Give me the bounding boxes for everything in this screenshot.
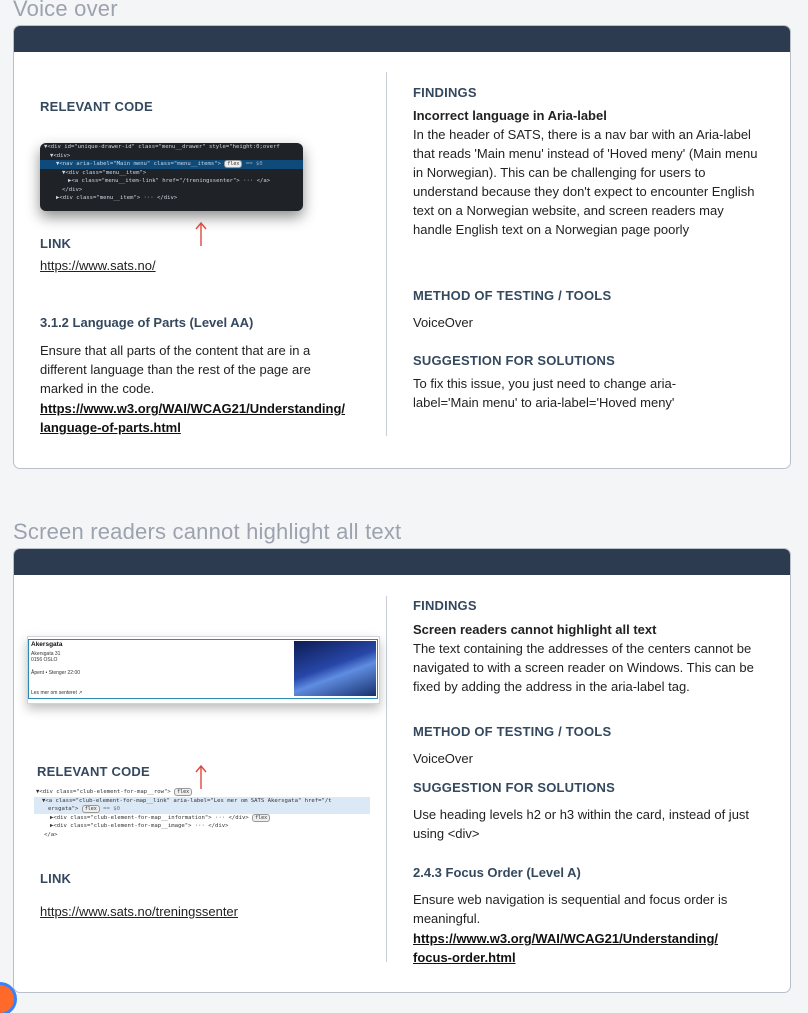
- criterion-link-line-2[interactable]: language-of-parts.html: [40, 420, 181, 435]
- finding-card-screen-readers: [13, 548, 791, 993]
- finding-description: The text containing the addresses of the centers cannot be navigated to with a screen reader on Windows. This can be fixed by adding the address in the aria-label tag.: [413, 641, 754, 694]
- suggestion-heading: SUGGESTION FOR SOLUTIONS: [413, 353, 615, 368]
- criterion-title: 3.1.2 Language of Parts (Level AA): [40, 315, 254, 330]
- code-snippet: [40, 143, 303, 211]
- method-value: VoiceOver: [413, 315, 473, 330]
- code-line-highlighted: ersgata"> flex == $0: [34, 805, 370, 814]
- code-line: ▶<div class="club-element-for-map__image"> ··· </div>: [50, 823, 229, 829]
- code-line: ▼<div id="unique-drawer-id" class="menu__drawer" style="height:0;overf: [44, 144, 280, 150]
- method-heading: METHOD OF TESTING / TOOLS: [413, 724, 612, 739]
- criterion-description: Ensure web navigation is sequential and focus order is meaningful.: [413, 892, 728, 926]
- suggestion-heading: SUGGESTION FOR SOLUTIONS: [413, 780, 615, 795]
- suggestion-text: To fix this issue, you just need to change aria-label='Main menu' to aria-label='Hoved meny': [413, 376, 677, 410]
- finding-card-voice-over: [13, 25, 791, 469]
- preview-read-more: Les mer om senteret ↗: [31, 690, 83, 696]
- code-line: ▼<div class="club-element-for-map__row"> flex: [34, 788, 370, 797]
- code-line: ▶<div class="menu__item"> ··· </div>: [56, 195, 178, 201]
- card-header-bar: [14, 26, 790, 52]
- preview-hours: Åpent • Stenger 22:00: [31, 670, 81, 676]
- code-line: ▶<div class="club-element-for-map__information"> ··· </div> flex: [34, 814, 370, 823]
- criterion-title: 2.4.3 Focus Order (Level A): [413, 865, 581, 880]
- card-header-bar: [14, 549, 790, 575]
- link-heading: LINK: [40, 236, 72, 251]
- suggestion-text: Use heading levels h2 or h3 within the card, instead of just using <div>: [413, 807, 750, 841]
- relevant-code-heading: RELEVANT CODE: [37, 764, 150, 779]
- column-divider: [386, 596, 387, 962]
- site-link[interactable]: https://www.sats.no/treningssenter: [40, 904, 238, 919]
- finding-title: Screen readers cannot highlight all text: [413, 622, 657, 637]
- code-line: ▶<a class="menu__item-link" href="/treningssenter"> ··· </a>: [68, 178, 271, 184]
- relevant-code-heading: RELEVANT CODE: [40, 99, 153, 114]
- code-line: ▼<div>: [50, 152, 71, 159]
- column-divider: [386, 72, 387, 436]
- code-line-highlighted: ▼<a class="club-element-for-map__link" aria-label="Les mer om SATS Akersgata" href="/t: [34, 797, 370, 806]
- method-heading: METHOD OF TESTING / TOOLS: [413, 288, 612, 303]
- preview-address-2: 0156 OSLO: [31, 657, 58, 663]
- criterion-link-line-1[interactable]: https://www.w3.org/WAI/WCAG21/Understanding/: [413, 931, 719, 946]
- arrow-up-icon: [194, 764, 208, 790]
- criterion-description: Ensure that all parts of the content that are in a different language than the rest of the page are marked in the code.: [40, 343, 311, 396]
- findings-heading: FINDINGS: [413, 598, 477, 613]
- finding-title: Incorrect language in Aria-label: [413, 108, 607, 123]
- section-title-voice-over: Voice over: [13, 0, 118, 21]
- preview-address-1: Akersgata 31: [31, 651, 61, 657]
- section-title-screen-readers: Screen readers cannot highlight all text: [13, 519, 402, 544]
- code-snippet: [34, 788, 370, 848]
- findings-heading: FINDINGS: [413, 85, 477, 100]
- corner-badge-icon: [0, 985, 14, 1013]
- arrow-up-icon: [194, 221, 208, 247]
- link-heading: LINK: [40, 871, 72, 886]
- code-line-highlighted: ▼<nav aria-label="Main menu" class="menu__items"> flex == $0: [40, 160, 303, 169]
- criterion-link-line-1[interactable]: https://www.w3.org/WAI/WCAG21/Understanding/: [40, 401, 346, 416]
- method-value: VoiceOver: [413, 751, 473, 766]
- club-photo: [294, 641, 376, 696]
- criterion-link-line-2[interactable]: focus-order.html: [413, 950, 516, 965]
- site-link[interactable]: https://www.sats.no/: [40, 258, 156, 273]
- code-line: </a>: [44, 831, 58, 838]
- code-line: ▼<div class="menu__item">: [62, 169, 147, 176]
- finding-description: In the header of SATS, there is a nav bar with an Aria-label that reads 'Main menu' instead of 'Hoved meny' (Main menu in Norwegian). This can be challenging for users to understand because they don't expect to encounter English text on a Norwegian website, and screen readers may handle English text on a Norwegian page poorly: [413, 127, 758, 237]
- code-line: </div>: [62, 186, 83, 193]
- club-card-preview: [27, 636, 380, 704]
- preview-club-name: Akersgata: [31, 641, 63, 648]
